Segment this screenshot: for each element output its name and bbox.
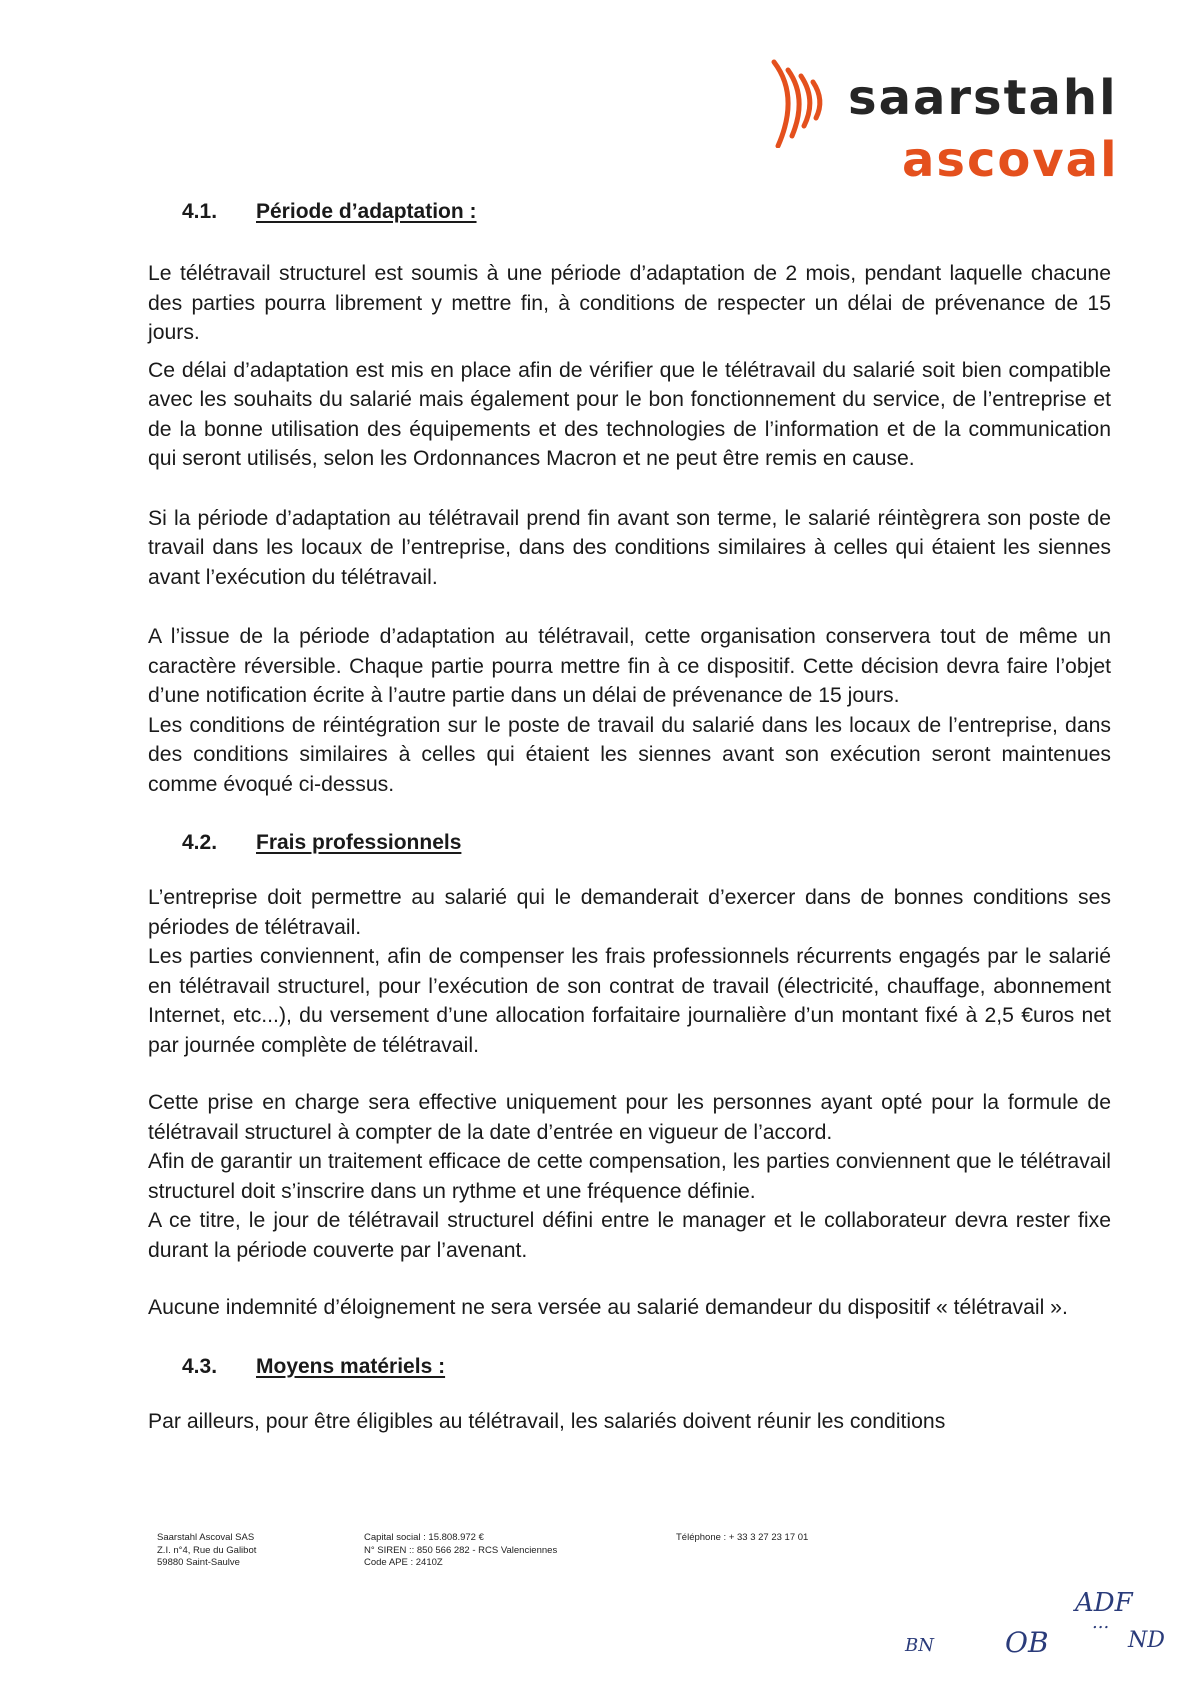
paragraph: Par ailleurs, pour être éligibles au télétravail, les salariés doivent réunir les conditions bbox=[148, 1409, 946, 1433]
paragraph: Ce délai d’adaptation est mis en place afin de vérifier que le télétravail du salarié soit bien compatible avec les souhaits du salarié mais également pour le bon fonctionnement du service, de l’entreprise et de la bonne utilisation des équipements et des technologies de l’information et de la communication qui seront utilisés, selon les Ordonnances Macron et ne peut être remis en cause. bbox=[148, 358, 1111, 470]
document-body bbox=[148, 200, 1111, 1436]
handwritten-initials: ... bbox=[1092, 1612, 1110, 1633]
footer-ape: Code APE : 2410Z bbox=[364, 1557, 443, 1568]
footer-company: Saarstahl Ascoval SAS bbox=[157, 1532, 255, 1543]
handwritten-initials: ADF bbox=[1075, 1588, 1133, 1618]
paragraph: Aucune indemnité d’éloignement ne sera versée au salarié demandeur du dispositif « télétravail ». bbox=[148, 1296, 1068, 1319]
section-number: 4.2. bbox=[182, 831, 218, 854]
handwritten-initials: ND bbox=[1128, 1628, 1165, 1653]
paragraph: Les conditions de réintégration sur le poste de travail du salarié dans les locaux de l’entreprise, dans des conditions similaires à celles qui étaient les siennes avant son exécution seront maintenues comme évoqué ci-dessus. bbox=[148, 713, 1111, 796]
footer-contact bbox=[676, 1532, 808, 1545]
footer-siren: N° SIREN :: 850 566 282 - RCS Valenciennes bbox=[364, 1544, 558, 1556]
handwritten-initials: BN bbox=[905, 1635, 934, 1656]
footer-address bbox=[157, 1532, 256, 1570]
paragraph: A l’issue de la période d’adaptation au télétravail, cette organisation conservera tout de même un caractère réversible. Chaque partie pourra mettre fin à ce dispositif. Cette décision devra faire l’objet d’une notification écrite à l’autre partie dans un délai de prévenance de 15 jours. bbox=[148, 625, 1111, 707]
footer-address-line1: Z.I. n°4, Rue du Galibot bbox=[157, 1544, 257, 1556]
section-heading-4-2 bbox=[148, 831, 1111, 855]
company-logo bbox=[770, 48, 1119, 188]
paragraph: Le télétravail structurel est soumis à une période d’adaptation de 2 mois, pendant laquelle chacune des parties pourra librement y mettre fin, à conditions de respecter un délai de prévenance de 15 jours. bbox=[148, 262, 1111, 344]
paragraph: A ce titre, le jour de télétravail structurel défini entre le manager et le collaborateur devra rester fixe durant la période couverte par l’avenant. bbox=[148, 1209, 1111, 1262]
brand-name-line2: ascoval bbox=[902, 132, 1119, 188]
paragraph: Les parties conviennent, afin de compenser les frais professionnels récurrents engagés par le salarié en télétravail structurel, pour l’exécution de son contrat de travail (électricité, chauffage, abonnement Internet, etc...), du versement d’une allocation forfaitaire journalière d’un montant fixé à 2,5 €uros net par journée complète de télétravail. bbox=[148, 945, 1111, 1057]
footer-legal bbox=[364, 1532, 557, 1570]
section-number: 4.1. bbox=[182, 200, 218, 223]
section-heading-4-1 bbox=[148, 200, 1111, 224]
paragraph: Afin de garantir un traitement efficace de cette compensation, les parties conviennent que le télétravail structurel doit s’inscrire dans un rythme et une fréquence définie. bbox=[148, 1150, 1111, 1203]
footer-capital: Capital social : 15.808.972 € bbox=[364, 1532, 484, 1543]
handwritten-initials: OB bbox=[1005, 1626, 1049, 1659]
section-number: 4.3. bbox=[182, 1354, 218, 1378]
section-title: Frais professionnels bbox=[256, 831, 462, 854]
paragraph: Cette prise en charge sera effective uniquement pour les personnes ayant opté pour la formule de télétravail structurel à compter de la date d’entrée en vigueur de l’accord. bbox=[148, 1091, 1111, 1144]
section-title: Période d’adaptation : bbox=[256, 200, 477, 223]
section-heading-4-3 bbox=[148, 1355, 1111, 1379]
paragraph: L’entreprise doit permettre au salarié qui le demanderait d’exercer dans de bonnes conditions ses périodes de télétravail. bbox=[148, 886, 1111, 939]
footer-address-line2: 59880 Saint-Saulve bbox=[157, 1557, 240, 1568]
section-title: Moyens matériels : bbox=[256, 1354, 446, 1378]
paragraph: Si la période d’adaptation au télétravail prend fin avant son terme, le salarié réintègrera son poste de travail dans les locaux de l’entreprise, dans des conditions similaires à celles qui étaient les siennes avant l’exécution du télétravail. bbox=[148, 506, 1111, 589]
footer-phone: Téléphone : + 33 3 27 23 17 01 bbox=[676, 1532, 809, 1543]
brand-name-line1: saarstahl bbox=[848, 70, 1118, 126]
chevron-waves-icon bbox=[770, 56, 842, 148]
